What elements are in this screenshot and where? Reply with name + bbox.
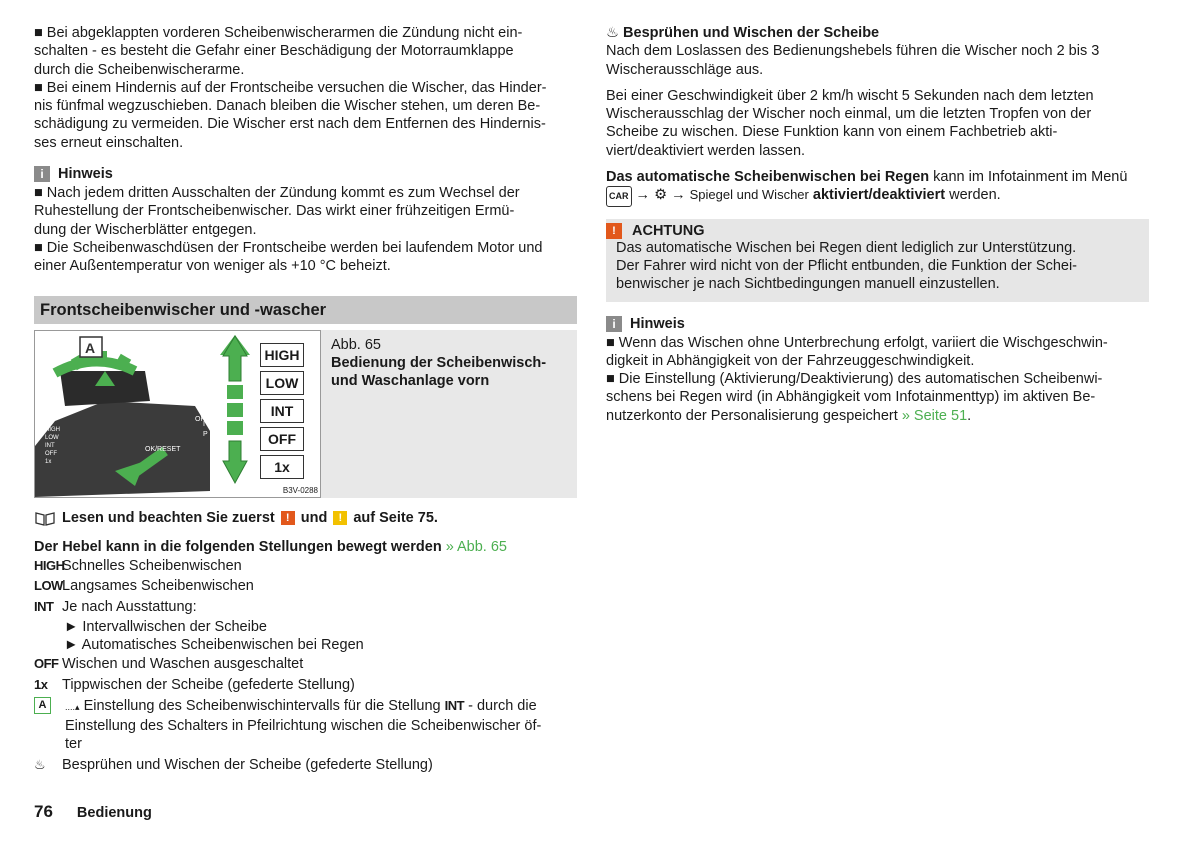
- svg-text:P: P: [203, 430, 208, 438]
- warning-orange-icon: !: [606, 223, 622, 239]
- list-item: 1x Tippwischen der Scheibe (gefederte Stellung): [34, 676, 355, 693]
- hinweis-text: ■ Nach jedem dritten Ausschalten der Zündung kommt es zum Wechsel der Ruhestellung der Frontscheibenwischer. Das wirkt einer frühzeitigen Ermü- dung der Wischerblätter entgegen. ■ Die Scheibenwaschdüsen der Frontscheibe werden bei laufendem Motor und einer Außentemperatur von weniger als +10 °C beheizt.: [34, 185, 543, 275]
- hinweis-heading: i Hinweis: [34, 164, 577, 184]
- position-high-label: HIGH: [260, 343, 304, 367]
- book-icon: [34, 510, 56, 526]
- svg-text:T: T: [203, 400, 208, 408]
- warning-orange-icon: !: [281, 511, 295, 525]
- list-item: HIGH Schnelles Scheibenwischen: [34, 557, 242, 574]
- section-name: Bedienung: [76, 805, 152, 821]
- svg-text:LOW: LOW: [45, 434, 59, 441]
- figure-65: [34, 330, 577, 498]
- info-icon: i: [606, 316, 622, 332]
- figure-link[interactable]: » Abb. 65: [445, 538, 507, 555]
- page-link[interactable]: » Seite 51: [901, 407, 968, 424]
- svg-text:OFF: OFF: [195, 415, 209, 423]
- svg-text:1x: 1x: [45, 458, 52, 465]
- list-item: LOW Langsames Scheibenwischen: [34, 578, 254, 595]
- warning-bullet-1: ■ Bei abgeklappten vorderen Scheibenwischerarmen die Zündung nicht ein- schalten - es besteht die Gefahr einer Beschädigung der Motorraumklappe durch die Scheibenwischerarme.: [34, 25, 523, 78]
- section-title: Frontscheibenwischer und -wascher: [34, 296, 577, 324]
- int-sub-item: ► Intervallwischen der Scheibe: [64, 618, 267, 635]
- hinweis-text: ■ Wenn das Wischen ohne Unterbrechung erfolgt, variiert die Wischgeschwin- digkeit in Abhängigkeit von der Fahrzeuggeschwindigkeit. ■ Die Einstellung (Aktivierung/Deaktivierung) des automatischen Scheibenwi- schens bei Regen wird (in Abhängigkeit vom Infotainmenttyp) im aktiven Be- nutzerkonto der Personalisierung gespeichert » Seite 51.: [606, 334, 1108, 424]
- spray-heading: ♨ Besprühen und Wischen der Scheibe: [606, 25, 880, 41]
- svg-text:R: R: [203, 410, 209, 418]
- svg-text:A: A: [85, 339, 96, 356]
- car-button-icon: CAR: [606, 186, 632, 206]
- achtung-box: [606, 219, 1149, 302]
- spray-item: ♨ Besprühen und Wischen der Scheibe (gefederte Stellung): [34, 755, 577, 776]
- achtung-text: Das automatische Wischen bei Regen dient lediglich zur Unterstützung. Der Fahrer wird nicht von der Pflicht entbunden, die Funktion der Schei- benwischer je nach Sichtbedingungen manuell einzustellen.: [616, 239, 1078, 293]
- hinweis-heading: i Hinweis: [606, 314, 1149, 334]
- washer-icon: ♨: [34, 757, 46, 773]
- a-interval-item: A ....▴ Einstellung des Scheibenwischintervalls für die Stellung INT - durch die Einstellung des Schalters in Pfeilrichtung wischen die Scheibenwischer öf- ter: [34, 697, 577, 753]
- achtung-heading: ! ACHTUNG: [606, 223, 1139, 239]
- info-icon: i: [34, 166, 50, 182]
- right-column: [606, 24, 1149, 425]
- page-footer: [34, 802, 152, 822]
- speed-text: Bei einer Geschwindigkeit über 2 km/h wischt 5 Sekunden nach dem letzten Wischerausschlag der Wischer noch einmal, um die letzten Tropfen von der Scheibe zu wischen. Diese Funktion kann von einem Fachbetrieb akti- viert/deaktiviert werden lassen.: [606, 87, 1094, 159]
- lever-intro: Der Hebel kann in die folgenden Stellungen bewegt werden » Abb. 65: [34, 538, 507, 555]
- position-off-label: OFF: [260, 427, 304, 451]
- position-int-label: INT: [260, 399, 304, 423]
- interval-dots-icon: ....▴: [65, 702, 80, 713]
- position-1x-label: 1x: [260, 455, 304, 479]
- svg-text:HIGH: HIGH: [45, 426, 60, 433]
- list-item: OFF Wischen und Waschen ausgeschaltet: [34, 656, 304, 673]
- wiper-lever-illustration: [34, 330, 321, 498]
- auto-wipe-text: Das automatische Scheibenwischen bei Regen kann im Infotainment im Menü CAR → ⚙ → Spiegel und Wischer aktiviert/deaktiviert werden.: [606, 168, 1149, 207]
- washer-icon: ♨: [606, 25, 619, 41]
- left-column: [34, 24, 577, 776]
- spray-text: Nach dem Loslassen des Bedienungshebels führen die Wischer noch 2 bis 3 Wischerausschläge aus.: [606, 43, 1100, 78]
- svg-text:I: I: [203, 420, 205, 428]
- read-first-note: Lesen und beachten Sie zuerst ! und ! auf Seite 75.: [34, 510, 577, 526]
- warning-yellow-icon: !: [333, 511, 347, 525]
- warning-bullet-2: ■ Bei einem Hindernis auf der Frontscheibe versuchen die Wischer, das Hinder- nis fünfmal wegzuschieben. Danach bleiben die Wischer stehen, um deren Be- schädigung zu vermeiden. Die Wischer erst nach dem Entfernen des Hindernis- ses erneut einschalten.: [34, 79, 547, 151]
- position-low-label: LOW: [260, 371, 304, 395]
- page-number: 76: [34, 802, 53, 821]
- settings-gear-icon: ⚙: [654, 187, 668, 204]
- svg-text:INT: INT: [45, 442, 55, 449]
- svg-text:OK/RESET: OK/RESET: [145, 445, 181, 453]
- figure-code: B3V-0288: [282, 485, 318, 495]
- svg-text:OFF: OFF: [45, 450, 57, 457]
- int-sub-item: ► Automatisches Scheibenwischen bei Regen: [64, 636, 364, 653]
- figure-caption: Abb. 65 Bedienung der Scheibenwisch- und Waschanlage vorn: [331, 336, 547, 390]
- list-item: INT Je nach Ausstattung:: [34, 599, 197, 616]
